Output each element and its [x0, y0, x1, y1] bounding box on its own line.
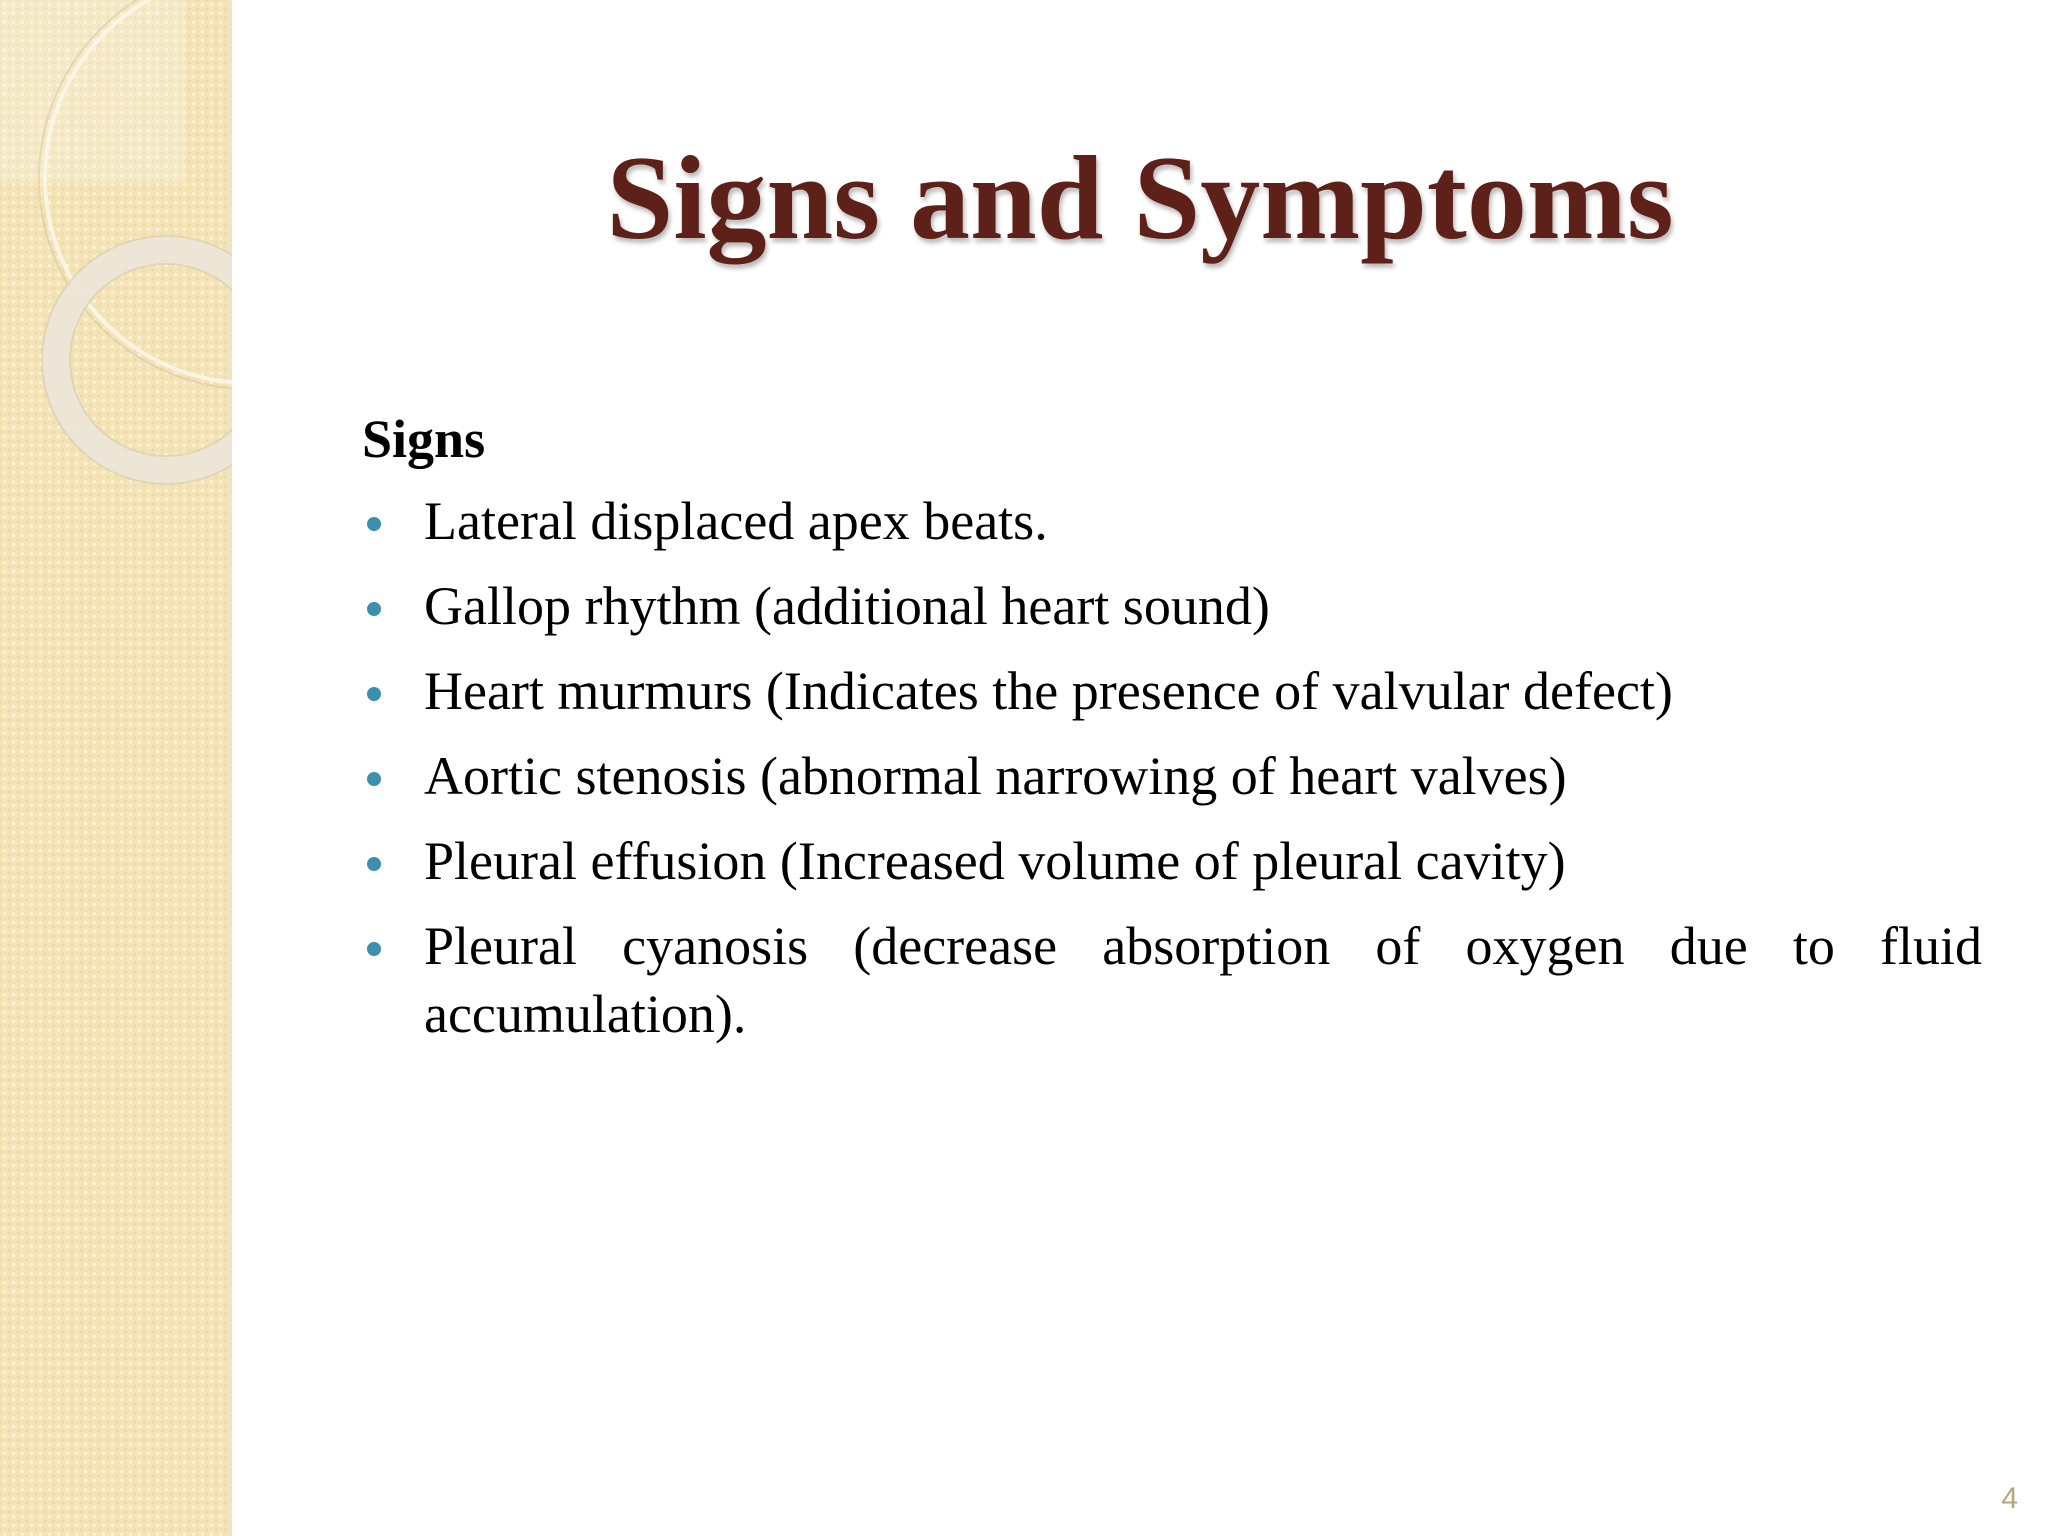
bullet-dot-icon	[367, 602, 381, 616]
slide-title: Signs and Symptoms	[606, 131, 1674, 264]
bullet-text: Gallop rhythm (additional heart sound)	[424, 576, 1270, 636]
list-item	[362, 912, 1982, 1048]
bullet-dot-icon	[367, 772, 381, 786]
list-item	[362, 657, 1982, 725]
bullet-text: Heart murmurs (Indicates the presence of valvular defect)	[424, 661, 1673, 721]
bullet-text: Pleural cyanosis (decrease absorption of oxygen due to fluid accumulation).	[424, 916, 1982, 1044]
bullet-dot-icon	[367, 687, 381, 701]
page-number: 4	[2001, 1482, 2018, 1515]
slide-content	[362, 405, 1982, 1065]
list-item	[362, 827, 1982, 895]
bullet-dot-icon	[367, 857, 381, 871]
section-heading: Signs	[362, 409, 486, 469]
decorative-rings-icon	[0, 0, 232, 520]
bullet-dot-icon	[367, 942, 381, 956]
bullet-text: Aortic stenosis (abnormal narrowing of heart valves)	[424, 746, 1567, 806]
bullet-text: Pleural effusion (Increased volume of pleural cavity)	[424, 831, 1566, 891]
list-item	[362, 572, 1982, 640]
list-item	[362, 487, 1982, 555]
bullet-list	[362, 487, 1982, 1048]
list-item	[362, 742, 1982, 810]
bullet-text: Lateral displaced apex beats.	[424, 491, 1048, 551]
bullet-dot-icon	[367, 517, 381, 531]
